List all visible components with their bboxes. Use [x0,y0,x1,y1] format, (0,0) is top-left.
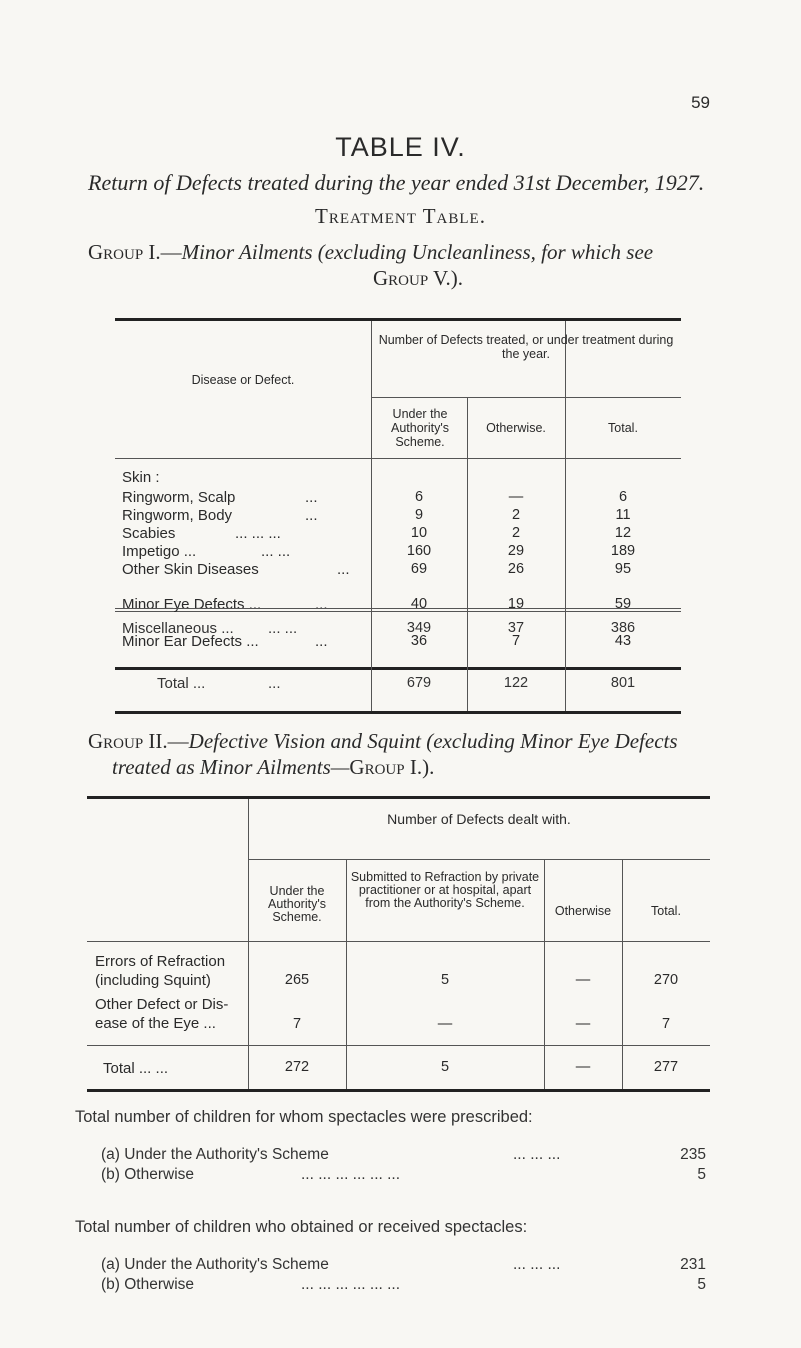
cell-total: 270 [653,972,679,988]
group2-table [87,796,710,1092]
cell-authority: 9 [414,507,424,523]
divider [248,859,710,860]
total-authority: 272 [284,1059,310,1075]
header-otherwise: Otherwise [554,904,612,918]
cell-authority: 6 [414,489,424,505]
total-submitted: 5 [440,1059,450,1075]
divider [87,1045,710,1046]
row-dots: ... ... [261,543,291,560]
divider [565,665,566,711]
item-dots: ... ... ... ... ... ... [301,1166,401,1183]
total-label: Total ... ... [103,1060,169,1077]
row-dots: ... [315,596,328,613]
item-label: (a) Under the Authority's Scheme [101,1256,329,1273]
item-value: 5 [697,1166,706,1183]
header-otherwise: Otherwise. [486,421,546,435]
cell-submitted: — [437,1016,453,1032]
header-total: Total. [651,904,681,918]
cell-total: 11 [615,507,631,523]
group1-table-foot [115,665,681,714]
item-label: (a) Under the Authority's Scheme [101,1146,329,1163]
row-label: Ringworm, Body [122,507,233,524]
divider [371,665,372,711]
divider [467,665,468,711]
item-value: 235 [680,1146,706,1163]
total-dots: ... [268,675,281,692]
cell-authority: 40 [410,596,428,612]
total-label: Total ... [157,675,206,692]
row-label: Minor Eye Defects ... [122,596,262,613]
table-title: TABLE IV. [335,132,466,162]
cell-total: 95 [614,561,632,577]
row-dots: ... [337,561,350,578]
row-label-cont: (including Squint) [95,972,211,989]
group2-heading [88,728,768,780]
row-label-cont: ease of the Eye ... [95,1015,216,1032]
item-value: 231 [680,1256,706,1273]
row-label: Errors of Refraction [95,953,226,970]
item-dots: ... ... ... [513,1256,561,1273]
cell-total: 59 [614,596,632,612]
group2-line2-group: Group I.). [349,755,435,779]
item-dots: ... ... ... ... ... ... [301,1276,401,1293]
header-authority: Under the Authority's Scheme. [391,407,449,449]
group1-title: Minor Ailments (excluding Uncleanliness, for which see [181,240,654,264]
spectacles-obtained-heading: Total number of children who obtained or received spectacles: [75,1218,528,1236]
group2-prefix: Group II.— [88,729,189,753]
cell-submitted: 5 [440,972,450,988]
cell-otherwise: 37 [507,620,525,636]
group1-table-mid [115,590,681,665]
row-label: Minor Ear Defects ... [122,633,259,650]
total-otherwise: — [575,1059,591,1075]
total-total: 277 [653,1059,679,1075]
cell-total: 43 [614,633,632,649]
row-label: Miscellaneous ... [122,620,234,637]
row-dots: ... ... [268,620,298,637]
cell-authority: 69 [410,561,428,577]
cell-authority: 10 [410,525,428,541]
cell-otherwise: 29 [507,543,525,559]
divider [371,590,372,665]
header-authority: Under the Authority's Scheme. [268,884,326,924]
cell-otherwise: 7 [511,633,521,649]
cell-otherwise: — [575,1016,591,1032]
row-label: Scabies [122,525,176,542]
spectacles-prescribed-heading: Total number of children for whom spectacles were prescribed: [75,1108,533,1126]
group1-heading [88,239,748,291]
cell-total: 386 [610,620,636,636]
page-number: 59 [691,93,710,112]
divider [467,590,468,665]
table-subtitle: Return of Defects treated during the year ended 31st December, 1927. [88,170,705,195]
cell-authority: 160 [406,543,432,559]
row-label: Impetigo ... [122,543,197,560]
divider [565,590,566,665]
item-label: (b) Otherwise [101,1166,195,1183]
group1-prefix: Group I.— [88,240,182,264]
divider [87,941,710,942]
section-skin: Skin : [122,469,160,486]
row-dots: ... ... ... [235,525,281,542]
cell-otherwise: 2 [511,507,521,523]
row-label: Ringworm, Scalp [122,489,236,506]
cell-total: 6 [618,489,628,505]
cell-otherwise: 19 [507,596,525,612]
row-dots: ... [315,633,328,650]
total-authority: 679 [406,675,432,691]
cell-otherwise: — [575,972,591,988]
treatment-table-heading: Treatment Table. [315,204,486,228]
cell-otherwise: 26 [507,561,525,577]
item-value: 5 [697,1276,706,1293]
item-dots: ... ... ... [513,1146,561,1163]
total-otherwise: 122 [503,675,529,691]
item-label: (b) Otherwise [101,1276,195,1293]
group2-line2: treated as Minor Ailments— [112,755,350,779]
header-disease: Disease or Defect. [191,373,295,387]
cell-total: 12 [614,525,632,541]
row-dots: ... [305,489,318,506]
group1-line2: Group V.). [373,266,463,290]
cell-total: 7 [661,1016,671,1032]
row-label: Other Skin Diseases [122,561,259,578]
cell-authority: 36 [410,633,428,649]
header-number-treated: Number of Defects treated, or under treatment during the year. [378,333,674,361]
cell-authority: 7 [292,1016,302,1032]
header-submitted: Submitted to Refraction by private practitioner or at hospital, apart from the Authority's Scheme. [350,870,540,910]
row-dots: ... [305,507,318,524]
group2-title: Defective Vision and Squint (excluding Minor Eye Defects [188,729,678,753]
cell-total: 189 [610,543,636,559]
row-label: Other Defect or Dis- [95,996,229,1013]
cell-authority: 349 [406,620,432,636]
header-number-dealt: Number of Defects dealt with. [387,811,571,827]
cell-authority: 265 [284,972,310,988]
total-total: 801 [610,675,636,691]
header-total: Total. [608,421,638,435]
cell-otherwise: 2 [511,525,521,541]
cell-otherwise: — [508,489,524,505]
